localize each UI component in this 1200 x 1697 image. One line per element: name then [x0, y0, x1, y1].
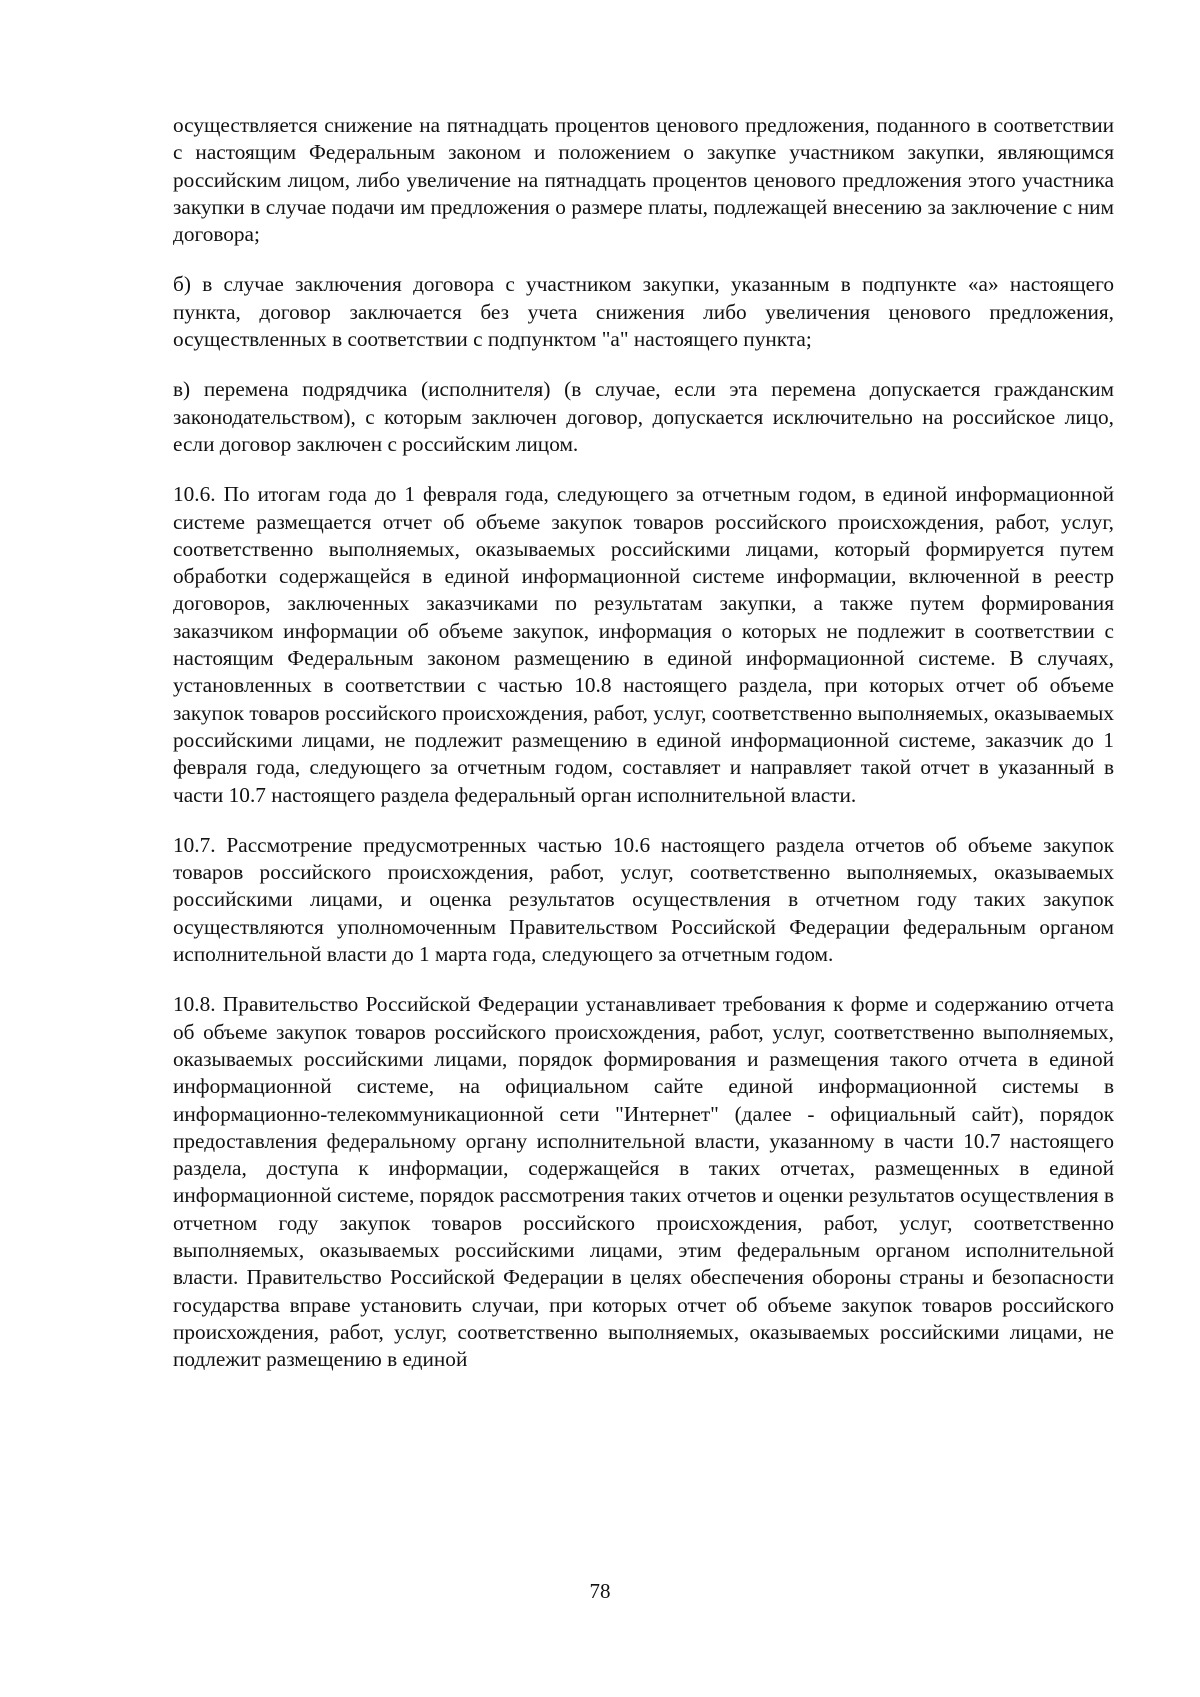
- paragraph-10-8: 10.8. Правительство Российской Федерации устанавливает требования к форме и содержанию отчета об объеме закупок товаров российского происхождения, работ, услуг, соответственно выполняемых, оказываемых российскими лицами, порядок формирования и размещения такого отчета в единой информационной системе, на официальном сайте единой информационной системы в информационно-телекоммуникационной сети "Интернет" (далее - официальный сайт), порядок предоставления федеральному органу исполнительной власти, указанному в части 10.7 настоящего раздела, доступа к информации, содержащейся в таких отчетах, размещенных в единой информационной системе, порядок рассмотрения таких отчетов и оценки результатов осуществления в отчетном году закупок товаров российского происхождения, работ, услуг, соответственно выполняемых, оказываемых российскими лицами, этим федеральным органом исполнительной власти. Правительство Российской Федерации в целях обеспечения обороны страны и безопасности государства вправе установить случаи, при которых отчет об объеме закупок товаров российского происхождения, работ, услуг, соответственно выполняемых, оказываемых российскими лицами, не подлежит размещению в единой: [173, 992, 1114, 1372]
- paragraph-10-6: 10.6. По итогам года до 1 февраля года, следующего за отчетным годом, в единой информационной системе размещается отчет об объеме закупок товаров российского происхождения, работ, услуг, соответственно выполняемых, оказываемых российскими лицами, который формируется путем обработки содержащейся в единой информационной системе информации, включенной в реестр договоров, заключенных заказчиками по результатам закупки, а также путем формирования заказчиком информации об объеме закупок, информация о которых не подлежит в соответствии с настоящим Федеральным законом размещению в единой информационной системе. В случаях, установленных в соответствии с частью 10.8 настоящего раздела, при которых отчет об объеме закупок товаров российского происхождения, работ, услуг, соответственно выполняемых, оказываемых российскими лицами, не подлежит размещению в единой информационной системе, заказчик до 1 февраля года, следующего за отчетным годом, составляет и направляет такой отчет в указанный в части 10.7 настоящего раздела федеральный орган исполнительной власти.: [173, 482, 1114, 807]
- paragraph-10-7: 10.7. Рассмотрение предусмотренных частью 10.6 настоящего раздела отчетов об объеме закупок товаров российского происхождения, работ, услуг, соответственно выполняемых, оказываемых российскими лицами, и оценка результатов осуществления в отчетном году таких закупок осуществляются уполномоченным Правительством Российской Федерации федеральным органом исполнительной власти до 1 марта года, следующего за отчетным годом.: [173, 832, 1114, 967]
- paragraph-subitem-v: в) перемена подрядчика (исполнителя) (в случае, если эта перемена допускается гражданским законодательством), с которым заключен договор, допускается исключительно на российское лицо, если договор заключен с российским лицом.: [173, 377, 1114, 456]
- paragraph-subitem-b: б) в случае заключения договора с участником закупки, указанным в подпункте «а» настоящего пункта, договор заключается без учета снижения либо увеличения ценового предложения, осуществленных в соответствии с подпунктом "а" настоящего пункта;: [173, 272, 1114, 352]
- paragraph-continuation: осуществляется снижение на пятнадцать процентов ценового предложения, поданного в соответствии с настоящим Федеральным законом и положением о закупке участником закупки, являющимся российским лицом, либо увеличение на пятнадцать процентов ценового предложения этого участника закупки в случае подачи им предложения о размере платы, подлежащей внесению за заключение с ним договора;: [173, 113, 1114, 247]
- page-number: 78: [589, 1579, 611, 1603]
- document-body: [173, 112, 1114, 1396]
